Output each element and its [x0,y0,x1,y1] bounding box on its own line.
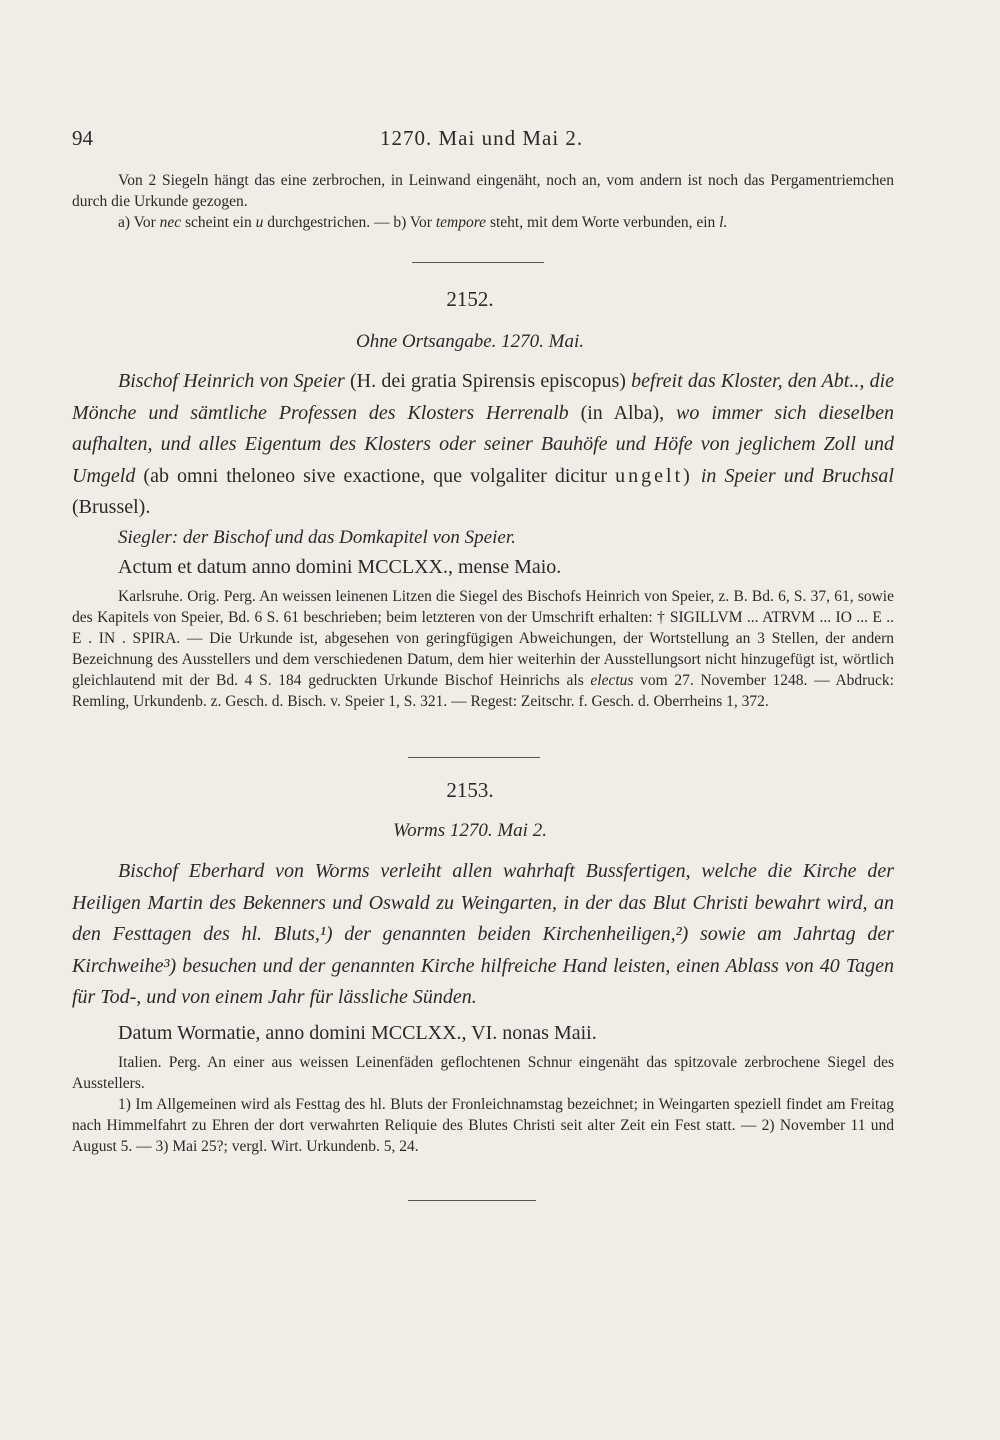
dateline-2153: Worms 1270. Mai 2. [393,820,547,841]
footnotes-2153: 1) Im Allgemeinen wird als Festtag des hl. Bluts der Fronleichnamstag bezeichnet; in Weingarten speziell findet am Freitag nach Himmelfahrt zu Ehren der dort verwahrten Reliquie des Blutes Christi seit alter Zeit ein Fest statt. — 2) November 11 und August 5. — 3) Mai 25?; vergl. Wirt. Urkundenb. 5, 24. [72,1095,894,1155]
section-divider [412,262,544,263]
notes-2152: Karlsruhe. Orig. Perg. An weissen leinenen Litzen die Siegel des Bischofs Heinrich von Speier, z. B. Bd. 6, S. 37, 61, sowie des Kapitels von Speier, Bd. 6 S. 61 beschrieben; beim letzteren von der Umschrift erhalten: † SIGILLVM ... ATRVM ... IO ... E .. E . IN . SPIRA. — Die Urkunde ist, abgesehen von geringfügigen Abweichungen, der Wortstellung an 3 Stellen, der andern Bezeichnung des Ausstellers und dem verschiedenen Datum, dem hier weiterhin der Ausstellungsort nicht hinzugefügt ist, wörtlich gleichlautend mit der Bd. 4 S. 184 gedruckten Urkunde Bischof Heinrichs als electus vom 27. November 1248. — Abdruck: Remling, Urkundenb. z. Gesch. d. Bisch. v. Speier 1, S. 321. — Regest: Zeitschr. f. Gesch. d. Oberrheins 1, 372. [72,587,894,710]
seal-note: Von 2 Siegeln hängt das eine zerbrochen, in Leinwand eingenäht, noch an, vom andern ist noch das Pergamentriemchen durch die Urkunde gezogen. [72,172,894,210]
previous-document-notes [72,170,894,233]
section-divider [408,757,540,758]
siegler-2152: Siegler: der Bischof und das Domkapitel von Speier. [118,526,516,548]
dateline-2152: Ohne Ortsangabe. 1270. Mai. [356,331,584,352]
datum-2153: Datum Wormatie, anno domini MCCLXX., VI. nonas Maii. [118,1021,597,1044]
archive-note-2153: Italien. Perg. An einer aus weissen Leinenfäden geflochtenen Schnur eingenäht das spitzovale zerbrochene Siegel des Ausstellers. [72,1053,894,1092]
document-number-2153: 2153. [446,778,494,802]
page-header [72,126,880,156]
document-2152 [72,366,894,712]
notes-2153 [72,1052,894,1157]
regest-2152: Bischof Heinrich von Speier (H. dei gratia Spirensis episcopus) befreit das Kloster, den Abt.., die Mönche und sämtliche Professen des Klosters Herrenalb (in Alba), wo immer sich dieselben aufhalten, und alles Eigentum des Klosters oder seiner Bauhöfe und Höfe von jeglichem Zoll und Umgeld (ab omni theloneo sive exactione, que volgaliter dicitur ungelt) in Speier und Bruchsal (Brussel). [72,370,895,518]
regest-2153: Bischof Eberhard von Worms verleiht allen wahrhaft Bussfertigen, welche die Kirche der Heiligen Martin des Bekenners und Oswald zu Weingarten, in der das Blut Christi bewahrt wird, an den Festtagen des hl. Bluts,¹) der genannten beiden Kirchenheiligen,²) sowie am Jahrtag der Kirchweihe³) besuchen und der genannten Kirche hilfreiche Hand leisten, einen Ablass von 40 Tagen für Tod-, und von einem Jahr für lässliche Sünden. [72,860,894,1008]
page-number: 94 [72,126,93,150]
end-divider [408,1200,536,1201]
actum-2152: Actum et datum anno domini MCCLXX., mense Maio. [118,555,562,578]
document-number-2152: 2152. [446,287,494,311]
textual-notes: a) Vor nec scheint ein u durchgestrichen. — b) Vor tempore steht, mit dem Worte verbunden, ein l. [118,214,728,231]
document-2153 [72,856,894,1157]
running-title: 1270. Mai und Mai 2. [380,126,584,150]
